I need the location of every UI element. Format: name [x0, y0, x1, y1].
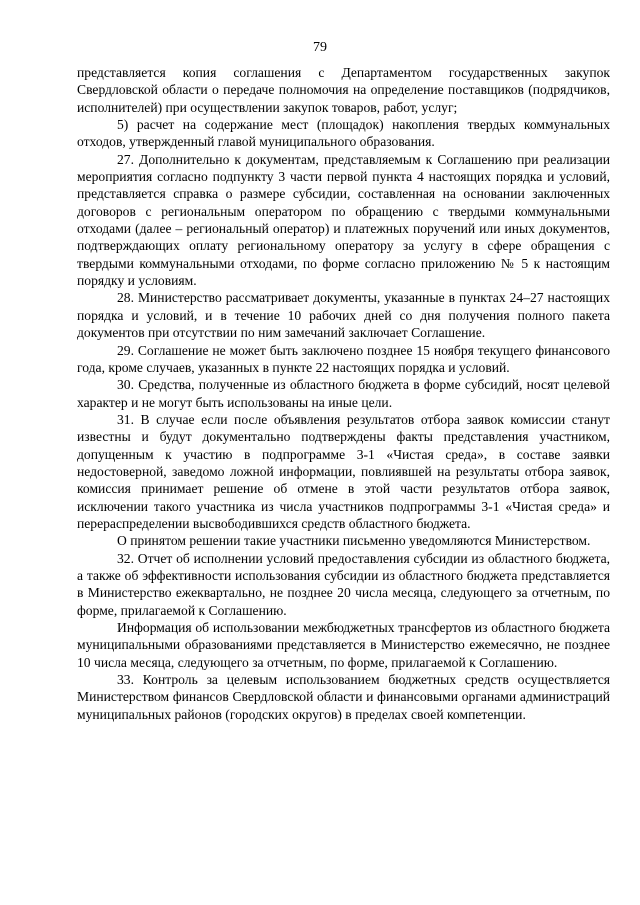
paragraph-30: 30. Средства, полученные из областного бюджета в форме субсидий, носят целевой характер и не могут быть использованы на иные цели.	[77, 377, 610, 410]
paragraph-31: 31. В случае если после объявления результатов отбора заявок комиссии станут известны и будут документально подтверждены факты представления участником, допущенным к участию в подпрограмме 3-1 «Чистая среда», в составе заявки недостоверной, заведомо ложной информации, повлиявшей на результаты отбора заявок, комиссия принимает решение об отмене в этой части результатов отбора заявок, исключении такого участника из числа участников подпрограммы 3-1 «Чистая среда» и перераспределении высвободившихся средств областного бюджета.	[77, 411, 610, 531]
document-body	[77, 64, 610, 723]
paragraph-32: 32. Отчет об исполнении условий предоставления субсидии из областного бюджета, а также об эффективности использования субсидии из областного бюджета представляется в Министерство ежеквартально, не позднее 20 числа месяца, следующего за отчетным, по форме, прилагаемой к Соглашению.	[77, 550, 610, 618]
page-number: 79	[313, 40, 327, 55]
paragraph-33: 33. Контроль за целевым использованием бюджетных средств осуществляется Министерством финансов Свердловской области и финансовыми органами администраций муниципальных районов (городских округов) в пределах своей компетенции.	[77, 672, 610, 722]
paragraph-31-note: О принятом решении такие участники письменно уведомляются Министерством.	[117, 533, 591, 549]
paragraph-28: 28. Министерство рассматривает документы, указанные в пунктах 24–27 настоящих порядка и условий, и в течение 10 рабочих дней со дня получения полного пакета документов при отсутствии по ним замечаний заключает Соглашение.	[77, 290, 610, 341]
paragraph-29: 29. Соглашение не может быть заключено позднее 15 ноября текущего финансового года, кроме случаев, указанных в пункте 22 настоящих порядка и условий.	[77, 342, 610, 375]
paragraph-32-note: Информация об использовании межбюджетных трансфертов из областного бюджета муниципальными образованиями представляется в Министерство ежемесячно, не позднее 10 числа месяца, следующего за отчетным, по форме, прилагаемой к Соглашению.	[77, 620, 610, 670]
paragraph-27: 27. Дополнительно к документам, представляемым к Соглашению при реализации мероприятия согласно подпункту 3 части первой пункта 4 настоящих порядка и условий, представляется справка о размере субсидии, составленная на основании заключенных договоров с региональным оператором по обращению с твердыми коммунальными отходами (далее – региональный оператор) и платежных поручений или иных документов, подтверждающих оплату региональному оператору за услугу в сфере обращения с твердыми коммунальными отходами, по форме согласно приложению № 5 к настоящим порядку и условиям.	[77, 151, 610, 289]
paragraph-continuation: представляется копия соглашения с Департаментом государственных закупок Свердловской области о передаче полномочия на определение поставщиков (подрядчиков, исполнителей) при осуществлении закупок товаров, работ, услуг;	[77, 65, 610, 115]
paragraph-item-5: 5) расчет на содержание мест (площадок) накопления твердых коммунальных отходов, утвержденный главой муниципального образования.	[77, 117, 610, 150]
